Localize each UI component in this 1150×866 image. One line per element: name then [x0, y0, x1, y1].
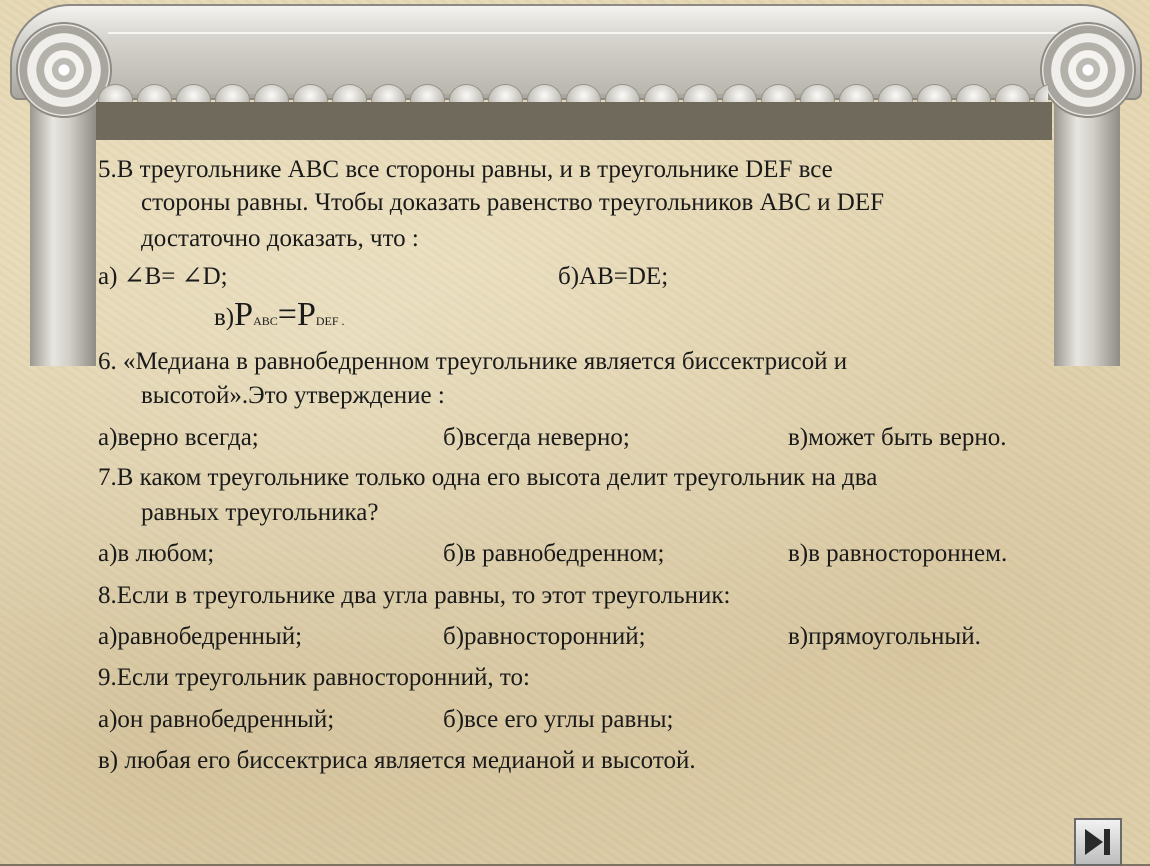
q5-line3: достаточно доказать, что :: [141, 225, 419, 252]
q5-option-a: а) ∠B= ∠D;: [98, 263, 228, 290]
q6-line1: 6. «Медиана в равнобедренном треугольнике является биссектрисой и: [98, 348, 848, 375]
q9-option-c: в) любая его биссектриса является медианой и высотой.: [98, 747, 696, 774]
next-slide-button[interactable]: [1074, 818, 1122, 866]
q5-line2: стороны равны. Чтобы доказать равенство треугольников АВС и DEF: [141, 189, 885, 216]
q5-option-c: в)PABC=PDEF .: [214, 296, 345, 333]
q8-line1: 8.Если в треугольнике два угла равны, то этот треугольник:: [98, 582, 731, 609]
q6-option-c: в)может быть верно.: [788, 424, 1007, 451]
q8-option-a: а)равнобедренный;: [98, 623, 303, 650]
q9-line1: 9.Если треугольник равносторонний, то:: [98, 664, 530, 691]
q7-option-c: в)в равностороннем.: [788, 540, 1008, 567]
q7-option-b: б)в равнобедренном;: [443, 540, 665, 567]
q6-option-b: б)всегда неверно;: [443, 424, 630, 451]
q5-line1: 5.В треугольнике АВС все стороны равны, и в треугольнике DEF все: [98, 156, 833, 183]
q8-option-c: в)прямоугольный.: [788, 623, 981, 650]
q5-option-b: б)АВ=DE;: [558, 263, 669, 290]
q7-line2: равных треугольника?: [141, 499, 379, 526]
q9-option-b: б)все его углы равны;: [443, 706, 674, 733]
q8-option-b: б)равносторонний;: [443, 623, 646, 650]
q6-line2: высотой».Это утверждение :: [141, 382, 445, 409]
q9-option-a: а)он равнобедренный;: [98, 706, 335, 733]
q7-line1: 7.В каком треугольнике только одна его высота делит треугольник на два: [98, 464, 878, 491]
q7-option-a: а)в любом;: [98, 540, 215, 567]
q6-option-a: а)верно всегда;: [98, 424, 259, 451]
